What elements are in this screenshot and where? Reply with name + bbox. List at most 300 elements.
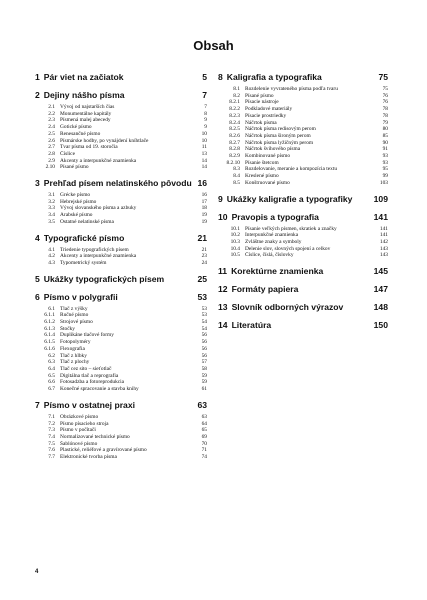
toc-section[interactable] [35,138,207,145]
section-page: 21 [201,246,207,253]
section-page: 65 [201,427,207,434]
chapter-number: 5 [35,273,40,284]
toc-section[interactable] [218,133,388,140]
toc-section[interactable] [35,164,207,171]
section-page: 19 [201,212,207,219]
section-page: 11 [201,144,207,151]
toc-section[interactable] [218,246,388,253]
toc-section[interactable] [218,126,388,133]
section-number: 8.2.6 [229,132,240,139]
chapter-number: 8 [218,72,223,82]
section-page: 19 [201,218,207,225]
section-title: Fotopolyméry [60,339,91,346]
section-number: 10.4 [230,245,240,252]
section-title: Tlač z výšky [60,305,88,312]
toc-section[interactable] [35,247,207,254]
section-page: 13 [201,150,207,157]
toc-section[interactable] [35,117,207,124]
chapter-number: 7 [35,399,40,410]
section-title: Hebrejské písmo [60,198,97,205]
section-number: 8.3 [233,166,240,173]
section-title: Náčrtok písma lyžičným perom [245,139,314,146]
section-title: Grécke písmo [60,192,91,199]
toc-chapter [35,274,207,285]
section-title: Konštruované písmo [245,179,290,186]
section-page: 141 [379,225,388,232]
toc-section[interactable] [35,427,207,434]
section-page: 75 [382,86,388,92]
section-title: Flexografia [60,345,85,352]
toc-section[interactable] [35,192,207,199]
section-page: 54 [201,319,207,326]
toc-chapter-heading[interactable] [35,178,207,189]
section-number: 6.1.1 [44,312,55,319]
section-number: 8.2.3 [229,112,240,119]
section-title: Vývoj slovanského písma a azbuky [60,205,137,212]
section-number: 2.6 [48,137,55,144]
section-title: Digitálna tlač a reprografia [60,372,119,379]
section-page: 95 [382,166,388,173]
section-page: 24 [201,259,207,266]
chapter-title: Slovník odborných výrazov [231,302,344,313]
toc-section[interactable] [35,326,207,333]
toc-chapter-heading[interactable] [218,212,388,223]
toc-chapter [218,284,388,295]
chapter-title: Literatúra [231,320,272,331]
chapter-page: 5 [202,72,207,82]
chapter-number: 14 [218,320,228,331]
section-title: Náčrtok písma redisovým perom [245,126,316,133]
section-number: 8.2.1 [229,99,240,106]
toc-section[interactable] [218,160,388,167]
toc-chapter [218,194,388,205]
toc-section[interactable] [35,212,207,219]
chapter-title: Pravopis a typografia [231,211,319,222]
section-number: 4.3 [48,259,55,266]
section-number: 3.2 [48,198,55,205]
toc-section[interactable] [35,312,207,319]
chapter-page: 63 [197,399,207,410]
section-page: 23 [201,253,207,260]
chapter-page: 109 [373,193,388,204]
chapter-number: 1 [35,72,40,82]
toc-section[interactable] [35,144,207,151]
section-number: 2.3 [48,117,55,124]
section-title: Delenie slov, slovných spojení a celkov [245,245,331,252]
section-page: 93 [382,153,388,160]
chapter-page: 145 [373,266,388,277]
section-number: 10.3 [230,238,240,245]
chapter-number: 10 [218,211,228,222]
toc-chapter [218,212,388,260]
section-number: 8.2.10 [226,159,240,166]
toc-chapter [218,266,388,277]
section-page: 71 [201,447,207,454]
section-title: Tlač z plochy [60,359,90,366]
section-number: 10.1 [230,225,240,232]
toc-section[interactable] [35,253,207,260]
section-page: 85 [382,132,388,139]
toc-chapter-heading[interactable] [35,233,207,244]
section-number: 3.3 [48,205,55,212]
section-title: Renesančné písmo [60,130,101,137]
toc-chapter [35,233,207,267]
toc-section[interactable] [218,99,388,106]
toc-section[interactable] [35,111,207,118]
section-number: 6.5 [48,372,55,379]
toc-section[interactable] [218,166,388,173]
section-title: Normalizované technické písmo [60,433,130,440]
toc-chapter [35,178,207,226]
section-page: 57 [201,359,207,366]
section-number: 4.1 [48,246,55,253]
section-title: Kombinované písmo [245,153,291,160]
section-page: 9 [204,124,207,131]
toc-section[interactable] [35,306,207,313]
section-number: 2.2 [48,110,55,117]
chapter-page: 150 [373,320,388,331]
page-number: 4 [35,569,39,575]
toc-section[interactable] [218,232,388,239]
toc-chapter [35,72,207,83]
section-page: 56 [201,332,207,339]
toc-section[interactable] [35,332,207,339]
section-page: 7 [204,104,207,110]
section-title: Číslice, číslá, číslovky [245,252,294,259]
section-page: 103 [379,179,388,186]
chapter-page: 147 [373,284,388,295]
chapter-title: Typografické písmo [43,232,125,243]
section-number: 7.5 [48,440,55,447]
section-page: 53 [201,305,207,312]
section-title: Strojové písmo [60,319,93,326]
chapter-number: 4 [35,232,40,243]
chapter-number: 6 [35,291,40,302]
toc-section[interactable] [35,104,207,111]
toc-section[interactable] [35,353,207,360]
section-page: 143 [379,252,388,259]
toc-section[interactable] [218,252,388,259]
toc-section[interactable] [218,173,388,180]
section-number: 6.3 [48,359,55,366]
section-number: 8.2.2 [229,106,240,113]
section-page: 58 [201,365,207,372]
section-page: 69 [201,433,207,440]
section-page: 78 [382,112,388,119]
section-page: 9 [204,117,207,124]
section-title: Typometrický systém [60,259,107,266]
section-number: 6.1.2 [44,319,55,326]
toc-section[interactable] [218,146,388,153]
section-page: 93 [382,159,388,166]
section-number: 6.1.5 [44,339,55,346]
chapter-page: 21 [197,232,207,243]
section-number: 6.2 [48,352,55,359]
section-page: 10 [201,130,207,137]
section-title: Akcenty a interpunkčné znamienka [60,157,137,164]
section-number: 6.1.4 [44,332,55,339]
toc-section[interactable] [35,414,207,421]
section-number: 7.2 [48,420,55,427]
section-title: Náčrtok písma [245,119,277,126]
toc-chapter-heading[interactable] [218,320,388,331]
toc-section[interactable] [35,379,207,386]
chapter-title: Pár viet na začiatok [43,72,124,82]
section-title: Tlač cez sito – sieťotlač [60,365,112,372]
chapter-number: 2 [35,90,40,100]
toc-chapter-heading[interactable] [218,72,388,83]
section-page: 141 [379,232,388,239]
section-number: 10.5 [230,252,240,259]
section-page: 56 [201,339,207,346]
section-page: 56 [201,345,207,352]
section-number: 8.5 [233,179,240,186]
section-number: 8.2.8 [229,146,240,153]
section-number: 2.5 [48,130,55,137]
chapter-page: 148 [373,302,388,313]
toc-section[interactable] [35,124,207,131]
section-page: 78 [382,106,388,113]
toc-section[interactable] [218,239,388,246]
section-page: 18 [201,205,207,212]
section-number: 8.2.7 [229,139,240,146]
toc-chapter [218,320,388,331]
toc-section[interactable] [218,120,388,127]
toc-chapter [35,90,207,171]
section-title: Náčrtok švihového písma [245,146,301,153]
section-title: Arabské písmo [60,212,93,219]
section-number: 4.2 [48,253,55,260]
toc-section[interactable] [35,447,207,454]
section-title: Monumentálne kapitály [60,110,112,117]
toc-section[interactable] [218,180,388,187]
toc-section[interactable] [218,106,388,113]
section-title: Písanie štetcom [245,159,279,166]
section-title: Písacie nástroje [245,99,279,106]
chapter-number: 13 [218,302,228,313]
chapter-page: 7 [202,90,207,100]
section-title: Interpunkčné znamienka [245,232,299,239]
section-page: 8 [204,110,207,117]
section-page: 74 [201,454,207,461]
section-number: 6.1.3 [44,325,55,332]
section-number: 6.4 [48,365,55,372]
section-title: Náčrtok písma široným perom [245,132,311,139]
section-page: 10 [201,137,207,144]
toc-section[interactable] [35,131,207,138]
section-page: 59 [201,372,207,379]
section-title: Ručné písmo [60,312,89,319]
section-title: Číslice [60,150,75,157]
section-page: 56 [201,352,207,359]
section-title: Písmo v počítači [60,427,96,434]
section-number: 8.2.9 [229,153,240,160]
section-title: Akcenty a interpunkčné znamienka [60,253,137,260]
section-page: 90 [382,139,388,146]
toc-chapter-heading[interactable] [35,72,207,83]
toc-chapter [35,292,207,393]
chapter-number: 11 [218,266,228,277]
toc-chapter-heading[interactable] [218,194,388,205]
section-number: 2.4 [48,124,55,131]
section-page: 142 [379,238,388,245]
section-page: 54 [201,325,207,332]
section-number: 3.4 [48,212,55,219]
section-number: 2.9 [48,157,55,164]
section-title: Písacie prostriedky [245,112,287,119]
section-title: Vývoj od najstarších čias [60,104,115,110]
section-number: 6.1.6 [44,345,55,352]
section-number: 7.7 [48,454,55,461]
chapter-page: 25 [197,273,207,284]
chapter-number: 12 [218,284,228,295]
section-title: Tvar písma od 19. storočia [60,144,118,151]
toc-section[interactable] [35,199,207,206]
section-title: Rozdelenie vyvrateného písma podľa tvaru [245,86,338,92]
toc-section[interactable] [35,219,207,226]
section-title: Písmo písacieho stroja [60,420,109,427]
toc-chapter-heading[interactable] [218,266,388,277]
chapter-page: 53 [197,291,207,302]
chapter-page: 75 [378,72,388,82]
section-title: Duplikáne tlačové formy [60,332,114,339]
chapter-page: 141 [373,211,388,222]
section-page: 14 [201,157,207,164]
section-page: 80 [382,126,388,133]
section-title: Písmárske hodby, po vynájdení kníhtlače [60,137,149,144]
toc-section[interactable] [35,359,207,366]
section-page: 76 [382,92,388,99]
toc-chapter [218,302,388,313]
section-number: 6.7 [48,386,55,393]
section-number: 8.2 [233,92,240,99]
chapter-title: Písmo v polygrafii [43,291,118,302]
toc-right-column [218,72,388,338]
toc-section[interactable] [35,421,207,428]
section-title: Konečné spracovanie a stavba knihy [60,386,139,393]
section-page: 99 [382,173,388,180]
toc-section[interactable] [35,339,207,346]
section-title: Písané písmo [245,92,274,99]
toc-section[interactable] [35,373,207,380]
section-title: Písané písmo [60,164,89,171]
section-page: 79 [382,119,388,126]
page-title: Obsah [193,38,234,53]
section-number: 8.4 [233,173,240,180]
toc-section[interactable] [218,153,388,160]
section-title: Písmená malej abecedy [60,117,111,124]
section-page: 17 [201,198,207,205]
chapter-title: Formáty papiera [231,284,299,295]
section-number: 7.3 [48,427,55,434]
section-title: Plastické, reliéfové a gravírované písmo [60,447,147,454]
toc-chapter-heading[interactable] [35,292,207,303]
section-title: Rozdelovanie, meranie a kompozícia textu [245,166,338,173]
toc-section[interactable] [35,151,207,158]
section-number: 6.6 [48,379,55,386]
section-page: 70 [201,440,207,447]
section-page: 16 [201,192,207,199]
toc-section[interactable] [218,93,388,100]
toc-section[interactable] [218,86,388,93]
section-number: 8.2.4 [229,119,240,126]
toc-section[interactable] [35,205,207,212]
toc-section[interactable] [35,386,207,393]
toc-section[interactable] [35,346,207,353]
section-page: 64 [201,420,207,427]
section-title: Triedenie typografických písem [60,246,129,253]
toc-section[interactable] [218,113,388,120]
section-page: 14 [201,164,207,171]
section-number: 8.2.5 [229,126,240,133]
toc-chapter-heading[interactable] [218,284,388,295]
section-title: Obrázkové písmo [60,413,99,420]
toc-chapter [218,72,388,187]
toc-section[interactable] [218,226,388,233]
section-title: Fotosadzba a fotoreprodukcia [60,379,125,386]
section-number: 3.5 [48,218,55,225]
toc-left-column [35,72,207,468]
toc-section[interactable] [35,260,207,267]
section-page: 61 [201,386,207,393]
section-page: 63 [201,413,207,420]
chapter-number: 9 [218,193,223,204]
section-title: Šablónové písmo [60,440,98,447]
chapter-page: 16 [197,178,207,189]
toc-chapter-heading[interactable] [35,274,207,285]
section-page: 143 [379,245,388,252]
toc-section[interactable] [35,158,207,165]
section-title: Kreslené písmo [245,173,279,180]
toc-section[interactable] [35,319,207,326]
section-page: 59 [201,379,207,386]
toc-chapter-heading[interactable] [35,90,207,101]
toc-section[interactable] [218,140,388,147]
section-title: Ostatné nelatinské písma [60,218,114,225]
chapter-title: Dejiny nášho písma [43,90,125,100]
section-page: 76 [382,99,388,106]
chapter-title: Písmo v ostatnej praxi [43,399,136,410]
section-title: Gotické písmo [60,124,92,131]
section-title: Tlač z hĺbky [60,352,87,359]
toc-section[interactable] [35,434,207,441]
chapter-title: Prehľad písem nelatinského pôvodu [43,178,192,189]
section-number: 10.2 [230,232,240,239]
toc-section[interactable] [35,454,207,461]
section-title: Elektronické tvorba písma [60,454,117,461]
toc-chapter-heading[interactable] [218,302,388,313]
toc-chapter-heading[interactable] [35,400,207,411]
chapter-number: 3 [35,178,40,189]
section-title: Štočky [60,325,75,332]
chapter-title: Kaligrafia a typografika [226,72,322,82]
toc-section[interactable] [35,441,207,448]
section-number: 2.10 [45,164,55,171]
toc-chapter [35,400,207,461]
chapter-title: Ukážky typografických písem [43,273,165,284]
section-page: 53 [201,312,207,319]
section-page: 91 [382,146,388,153]
section-number: 6.1 [48,305,55,312]
chapter-title: Ukážky kaligrafie a typografiky [226,193,353,204]
section-number: 2.1 [48,104,55,110]
section-number: 2.8 [48,150,55,157]
section-number: 2.7 [48,144,55,151]
section-number: 3.1 [48,192,55,199]
toc-section[interactable] [35,366,207,373]
section-title: Písanie veľkých písmen, skratiek a značky [245,225,337,232]
section-title: Zvláštne znaky a symboly [245,238,302,245]
